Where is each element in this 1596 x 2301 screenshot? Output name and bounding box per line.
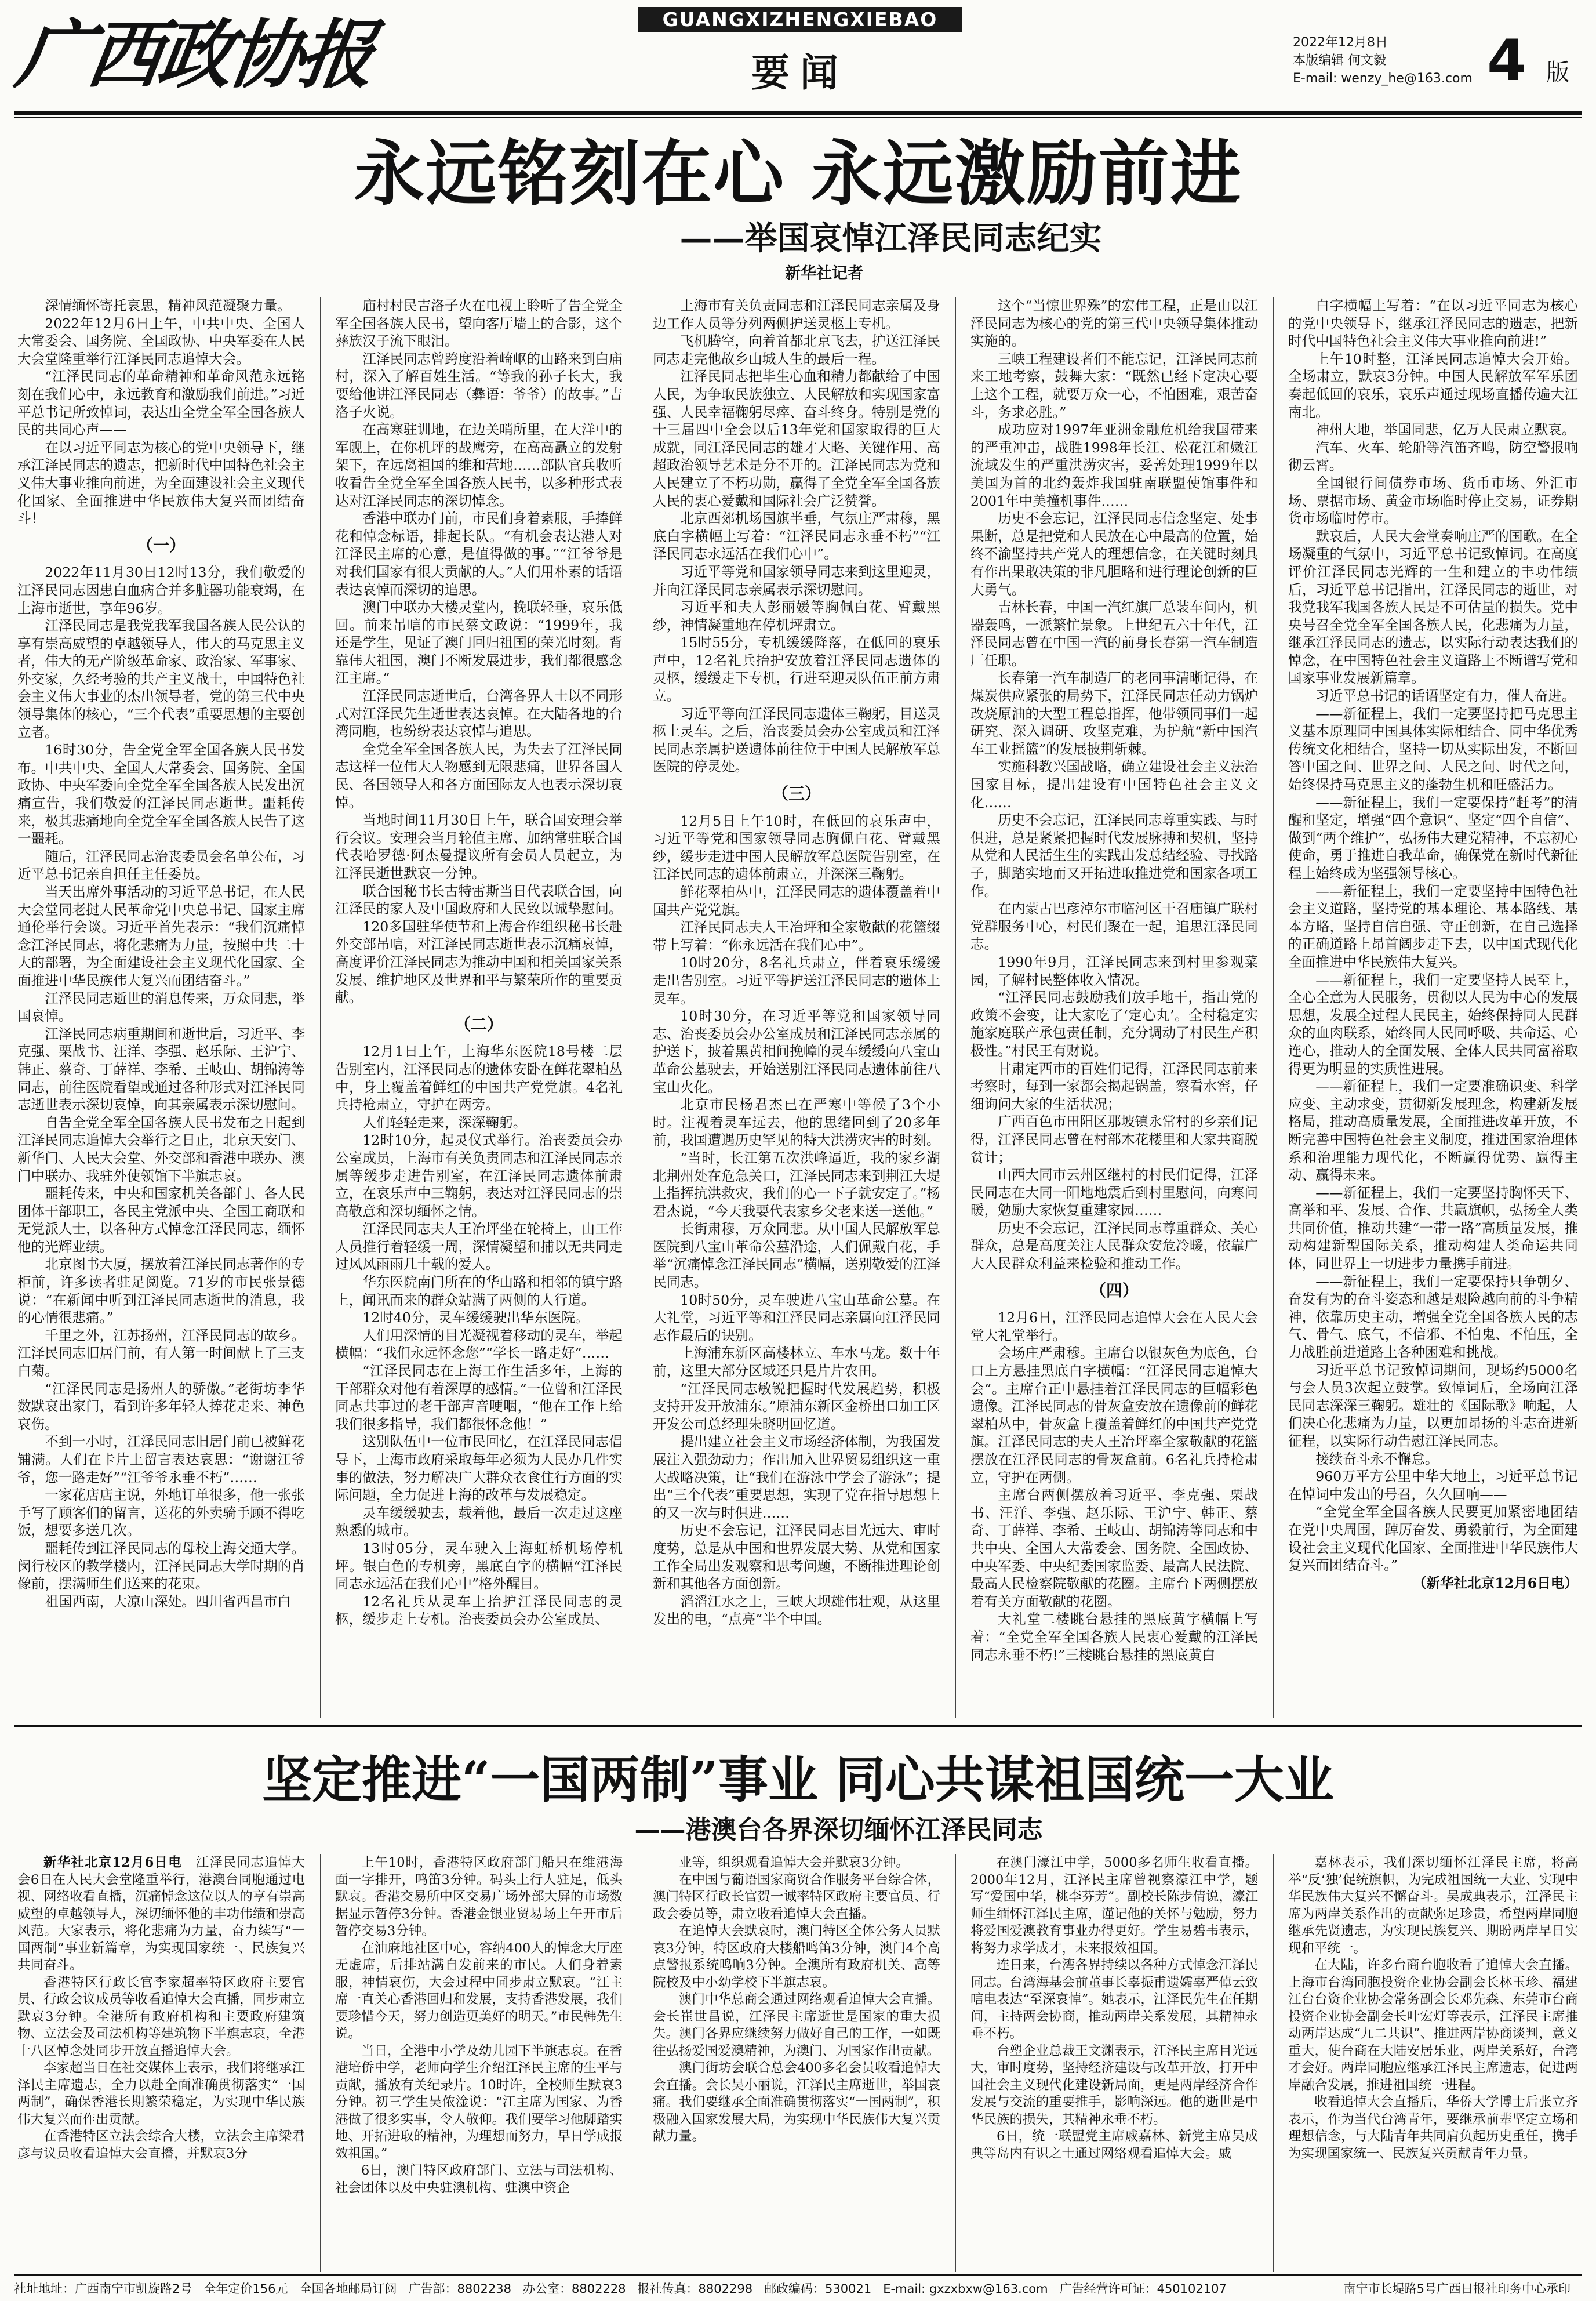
paragraph: 习近平等党和国家领导同志来到这里迎灵，并向江泽民同志亲属表示深切慰问。 [653,563,940,598]
paragraph: 13时05分，灵车驶入上海虹桥机场停机坪。银白色的专机旁，黑底白字的横幅“江泽民同志永远活在我们心中”格外醒目。 [335,1540,623,1592]
story-divider [14,1725,1582,1727]
paragraph: 历史不会忘记，江泽民同志尊重群众、关心群众，总是高度关注人民群众安危冷暖，依靠广大人民群众利益来检验和推动工作。 [970,1220,1258,1272]
section-numeral: （三） [772,784,821,804]
paragraph: 自告全党全军全国各族人民书发布之日起到江泽民同志追悼大会举行之日止，北京天安门、新华门、人民大会堂、外交部和香港中联办、澳门中联办、我驻外使领馆下半旗志哀。 [17,1114,305,1184]
paragraph: 业等，组织观看追悼大会并默哀3分钟。 [679,1855,909,1870]
paragraph: 2022年12月6日上午，中共中央、全国人大常委会、国务院、全国政协、中央军委在人民大会堂隆重举行江泽民同志追悼大会。 [17,315,305,367]
dateline-sign: （新华社北京12月6日电） [1412,1574,1578,1591]
paragraph: 12月1日上午，上海华东医院18号楼二层告别室内，江泽民同志的遗体安卧在鲜花翠柏丛中，身上覆盖着鲜红的中国共产党党旗。4名礼兵持枪肃立，守护在两旁。 [335,1043,623,1113]
paragraph: 这别队伍中一位市民回忆，在江泽民同志倡导下，上海市政府采取每年必须为人民办几件实事的做法，努力解决广大群众衣食住行方面的实际问题，全力促进上海的改革与发展稳定。 [335,1433,623,1504]
paragraph: 在澳门濠江中学，5000多名师生收看直播。2000年12月，江泽民主席曾视察濠江中学，题写“爱国中华，桃李芬芳”。副校长陈步倩说，濠江师生缅怀江泽民主席，谨记他的关怀与勉励，努力将爱国爱澳教育事业办得更好。学生易碧韦表示，将努力求学成才，未来报效祖国。 [970,1855,1258,1956]
paragraph: 主席台两侧摆放着习近平、李克强、栗战书、汪洋、李强、赵乐际、王沪宁、韩正、蔡奇、丁薛祥、李希、王岐山、胡锦涛等同志和中共中央、全国人大常委会、国务院、全国政协、中央军委、中央纪委国家监委、最高人民法院、最高人民检察院敬献的花圈。主席台下两侧摆放着有关方面敬献的花圈。 [970,1487,1258,1610]
paragraph: 神州大地，举国同悲，亿万人民肃立默哀。 [1315,422,1576,438]
section-numeral: （一） [136,535,186,555]
masthead-rule-thin [14,117,1582,118]
paragraph: 庙村村民吉洛子火在电视上聆听了告全党全军全国各族人民书，望向客厅墙上的合影，这个彝族汉子流下眼泪。 [335,297,623,350]
paragraph: 华东医院南门所在的华山路和相邻的镇宁路上，闻讯而来的群众站满了两侧的人行道。 [335,1274,623,1308]
paragraph: ——新征程上，我们一定要保持只争朝夕、奋发有为的奋斗姿态和越是艰险越向前的斗争精神，依靠历史主动，增强全党全国各族人民的志气、骨气、底气，不信邪、不怕鬼、不怕压，全力战胜前进道路上各种困难和挑战。 [1288,1273,1578,1361]
paragraph: 在大陆，许多台商台胞收看了追悼大会直播。上海市台湾同胞投资企业协会副会长林玉珍、福建江台台资企业协会常务副会长邓先森、东莞市台商投资企业协会副会长叶宏灯等表示，江泽民主席推动两岸达成“九二共识”、推进两岸协商谈判，意义重大，使台商在大陆安居乐业，两岸关系好，台湾才会好。两岸同胞应继承江泽民主席遗志，促进两岸融合发展，推进祖国统一进程。 [1288,1958,1578,2093]
paragraph: 习近平总书记的话语坚定有力，催人奋进。 [1315,688,1576,705]
paragraph: 千里之外，江苏扬州，江泽民同志的故乡。江泽民同志旧居门前，有人第一时间献上了三支白菊。 [17,1327,305,1380]
section-name: 要闻 [751,50,849,95]
paragraph: 不到一小时，江泽民同志旧居门前已被鲜花铺满。人们在卡片上留言表达哀思：“谢谢江爷爷，您一路走好”“江爷爷永垂不朽”…… [17,1433,305,1486]
paragraph: 江泽民同志逝世的消息传来，万众同悲，举国哀悼。 [17,990,305,1025]
paragraph: 长街肃穆，万众同悲。从中国人民解放军总医院到八宝山革命公墓沿途，人们佩戴白花，手举“沉痛悼念江泽民同志”横幅，送别敬爱的江泽民同志。 [653,1221,940,1291]
paragraph: 联合国秘书长古特雷斯当日代表联合国，向江泽民的家人及中国政府和人民致以诚挚慰问。 [335,883,623,917]
footer-item: 全年定价156元 [203,2282,288,2296]
headline-second: 坚定推进“一国两制”事业 同心共谋祖国统一大业 [262,1751,1334,1809]
paragraph: 习近平等向江泽民同志遗体三鞠躬，目送灵柩上灵车。之后，治丧委员会办公室成员和江泽民同志亲属护送遗体前往位于中国人民解放军总医院的停灵处。 [653,705,940,775]
paragraph: 白字横幅上写着：“在以习近平同志为核心的党中央领导下，继承江泽民同志的遗志，把新时代中国特色社会主义伟大事业推向前进!” [1288,297,1578,350]
paragraph: 汽车、火车、轮船等汽笛齐鸣，防空警报响彻云霄。 [1288,439,1578,474]
paragraph: 澳门中华总商会通过网络观看追悼大会直播。会长崔世昌说，江泽民主席逝世是国家的重大损失。澳门各界应继续努力做好自己的工作，一如既往弘扬爱国爱澳精神，为澳门、为国家作出贡献。 [653,1992,940,2059]
story2-column-4 [970,1854,1258,2272]
column-rule [955,1854,956,2272]
paragraph: ——新征程上，我们一定要坚持人民至上，全心全意为人民服务，贯彻以人民为中心的发展思想，发展全过程人民民主，始终保持同人民群众的血肉联系，始终同人民同呼吸、共命运、心连心，推动人的全面发展、全体人民共同富裕取得更为明显的实质性进展。 [1288,971,1578,1077]
paragraph: 广西百色市田阳区那坡镇永常村的乡亲们记得，江泽民同志曾在村部木花楼里和大家共商脱贫计； [970,1113,1258,1166]
paragraph: ——新征程上，我们一定要坚持胸怀天下、高举和平、发展、合作、共赢旗帜，弘扬全人类共同价值，推动共建“一带一路”高质量发展，推动构建新型国际关系，推动构建人类命运共同体，同世界上一切进步力量携手前进。 [1288,1184,1578,1272]
paragraph: 吉林长春，中国一汽红旗厂总装车间内，机器轰鸣，一派繁忙景象。上世纪五六十年代，江泽民同志曾在中国一汽的前身长春第一汽车制造厂任职。 [970,599,1258,669]
headline-subtitle: ——举国哀悼江泽民同志纪实 [679,219,1102,257]
paragraph: 人们轻轻走来，深深鞠躬。 [362,1114,527,1131]
paragraph: 当天出席外事活动的习近平总书记，在人民大会堂同老挝人民革命党中央总书记、国家主席通伦举行会谈。习近平首先表示：“我们沉痛悼念江泽民同志，将化悲痛为力量，按照中共二十大的部署，为全面建设社会主义现代化国家、全面推进中华民族伟大复兴而团结奋斗。” [17,884,305,989]
paragraph: 上午10时，香港特区政府部门船只在维港海面一字排开，鸣笛3分钟。码头上行人驻足，低头默哀。香港交易所中区交易广场外部大屏的市场数据显示暂停3分钟。香港金银业贸易场上午开市后暂停交易3分钟。 [335,1855,623,1939]
paragraph: 全国银行间债券市场、货币市场、外汇市场、票据市场、黄金市场临时停止交易，证券期货市场临时停市。 [1288,474,1578,527]
paragraph: 10时30分，在习近平等党和国家领导同志、治丧委员会办公室成员和江泽民同志亲属的护送下，披着黑黄相间挽幛的灵车缓缓向八宝山革命公墓驶去，开始送别江泽民同志遗体前往八宝山火化。 [653,1008,940,1095]
paragraph: 一家花店店主说，外地订单很多，他一张张手写了顾客们的留言，送花的外卖骑手顾不得吃饭，想要多送几次。 [17,1487,305,1539]
paragraph: 12名礼兵从灵车上抬护江泽民同志的灵柩，缓步走上专机。治丧委员会办公室成员、 [335,1593,623,1628]
paragraph: 10时50分，灵车驶进八宝山革命公墓。在大礼堂，习近平等和江泽民同志亲属向江泽民同志作最后的诀别。 [653,1291,940,1344]
paragraph: 江泽民同志夫人王冶坪和全家敬献的花篮缀带上写着：“你永远活在我们心中”。 [653,919,940,953]
paragraph: 12时40分，灵车缓缓驶出华东医院。 [362,1309,589,1326]
paragraph: 6日，统一联盟党主席戚嘉林、新党主席吴成典等岛内有识之士通过网络观看追悼大会。戚 [970,2129,1258,2161]
paragraph: 在香港特区立法会综合大楼，立法会主席梁君彦与议员收看追悼大会直播，并默哀3分 [17,2129,305,2161]
footer-rule [14,2274,1582,2276]
issue-date: 2022年12月8日 [1293,35,1388,50]
paragraph: “江泽民同志敏锐把握时代发展趋势，积极支持开发开放浦东。”原浦东新区金桥出口加工区开发公司总经理朱晓明回忆道。 [653,1380,940,1432]
paragraph: “江泽民同志在上海工作生活多年，上海的干部群众对他有着深厚的感情。”一位曾和江泽民同志共事过的老干部声音哽咽，“他在工作上给我们很多指导，我们都很怀念他！” [335,1363,623,1432]
paragraph: 10时20分，8名礼兵肃立，伴着哀乐缓缓走出告别室。习近平等护送江泽民同志的遗体上灵车。 [653,954,940,1007]
page-number [1487,26,1586,96]
footer-item: 报社传真：8802298 [637,2282,753,2296]
headline-main: 永远铭刻在心 永远激励前进 [354,133,1242,215]
paragraph: 在高寒驻训地，在边关哨所里，在大洋中的军舰上，在你机坪的战鹰旁，在高高矗立的发射架下，在远离祖国的维和营地……部队官兵收听收看告全党全军全国各族人民书，以多种形式表达对江泽民同志的深切悼念。 [335,422,623,509]
paragraph: ——新征程上，我们一定要准确识变、科学应变、主动求变，贯彻新发展理念，构建新发展格局，推动高质量发展，全面推进改革开放，不断完善中国特色社会主义制度，推进国家治理体系和治理能力现代化，不断赢得优势、赢得主动、赢得未来。 [1288,1078,1578,1184]
paragraph: 在中国与葡语国家商贸合作服务平台综合体，澳门特区行政长官贺一诚率特区政府主要官员、行政会委员等，肃立收看追悼大会直播。 [653,1872,940,1922]
page-suffix: 版 [1546,59,1570,86]
paragraph: 人们用深情的目光凝视着移动的灵车，举起横幅：“我们永远怀念您”“学长一路走好”…… [335,1327,623,1362]
column-rule [1273,297,1274,1718]
paragraph: 香港特区行政长官李家超率特区政府主要官员、行政会议成员等收看追悼大会直播，同步肃立默哀3分钟。全港所有政府机构和主要政府建筑物、立法会及司法机构等建筑物下半旗志哀，全港十八区悼念处同步开放直播追悼大会。 [17,1975,305,2059]
paragraph: 历史不会忘记，江泽民同志信念坚定、处事果断，总是把党和人民放在心中最高的位置，始终不渝坚持共产党人的理想信念，在关键时刻具有作出果敢决策的非凡胆略和进行理论创新的巨大勇气。 [970,510,1258,598]
paragraph: 鲜花翠柏丛中，江泽民同志的遗体覆盖着中国共产党党旗。 [653,884,940,918]
paragraph: 江泽民同志病重期间和逝世后，习近平、李克强、栗战书、汪洋、李强、赵乐际、王沪宁、韩正、蔡奇、丁薛祥、李希、王岐山、胡锦涛等同志，前往医院看望或通过各种形式对江泽民同志逝世表示深切哀悼，向其亲属表示深切慰问。 [17,1025,305,1113]
masthead-pinyin: GUANGXIZHENGXIEBAO [638,7,962,32]
paragraph: 北京西郊机场国旗半垂，气氛庄严肃穆，黑底白字横幅上写着：“江泽民同志永垂不朽”“江泽民同志永远活在我们心中”。 [653,510,940,562]
paragraph: 历史不会忘记，江泽民同志尊重实践、与时俱进，总是紧紧把握时代发展脉搏和契机，坚持从党和人民活生生的实践出发总结经验、寻找路子，脚踏实地而又开拓进取推进党和国家各项工作。 [970,812,1258,899]
paragraph: 北京图书大厦，摆放着江泽民同志著作的专柜前，许多读者驻足阅览。71岁的市民张景德说：“在新闻中听到江泽民同志逝世的消息，我的心情很悲痛。” [17,1256,305,1326]
paragraph: 在内蒙古巴彦淖尔市临河区干召庙镇广联村党群服务中心，村民们聚在一起，追思江泽民同志。 [970,901,1258,953]
paragraph-text: 江泽民同志追悼大会6日在人民大会堂隆重举行，港澳台同胞通过电视、网络收看直播，沉痛悼念这位以人的亨有崇高威望的卓越领导人，深切缅怀他的丰功伟绩和崇高风范。大家表示，将化悲痛为力量，奋力续写“一国两制”事业新篇章，为实现国家统一、民族复兴共同奋斗。 [17,1855,305,1973]
paragraph: 江泽民同志逝世后，台湾各界人士以不同形式对江泽民先生逝世表达哀悼。在大陆各地的台湾同胞，也纷纷表达哀悼与追思。 [335,688,623,740]
paragraph: 120多国驻华使节和上海合作组织秘书长赴外交部吊唁，对江泽民同志逝世表示沉痛哀悼，高度评价江泽民同志为推动中国和相关国家关系发展、维护地区及世界和平与繁荣所作的重要贡献。 [335,918,623,1006]
paragraph: 这个“当惊世界殊”的宏伟工程，正是由以江泽民同志为核心的党的第三代中央领导集体推动实施的。 [970,297,1258,350]
paragraph: 江泽民同志曾跨度沿着崎岖的山路来到白庙村，深入了解百姓生活。“等我的孙子长大，我要给他讲江泽民同志（彝语：爷爷）的故事。”吉洛子火说。 [335,350,623,420]
footer-item: E-mail: gxzxbxw@163.com [883,2282,1048,2296]
story2-column-5 [1288,1854,1578,2272]
paragraph: 祖国西南，大凉山深处。四川省西昌市白 [45,1593,291,1610]
paragraph: 上海市有关负责同志和江泽民同志亲属及身边工作人员等分列两侧护送灵柩上专机。 [653,297,940,332]
paragraph: 嘉林表示，我们深切缅怀江泽民主席，将高举“反‘独’促统旗帜，为完成祖国统一大业、实现中华民族伟大复兴不懈奋斗。吴成典表示，江泽民主席为两岸关系作出的贡献弥足珍贵，希望两岸同胞继承先贤遗志，为实现民族复兴、期盼两岸早日实现和平统一。 [1288,1855,1578,1956]
paragraph: 李家超当日在社交媒体上表示，我们将继承江泽民主席遗志，全力以赴全面准确贯彻落实“一国两制”，确保香港长期繁荣稳定，为实现中华民族伟大复兴而作出贡献。 [17,2060,305,2127]
paragraph: 澳门街坊会联合总会400多名会员收看追悼大会直播。会长吴小丽说，江泽民主席逝世，举国哀痛。我们要继承全面准确贯彻落实“一国两制”，积极融入国家发展大局，为实现中华民族伟大复兴贡献力量。 [653,2060,940,2144]
paragraph: ——新征程上，我们一定要坚持把马克思主义基本原理同中国具体实际相结合、同中华优秀传统文化相结合，坚持一切从实际出发，不断回答中国之问、世界之问、人民之问、时代之问，始终保持马克思主义的蓬勃生机和旺盛活力。 [1288,705,1578,793]
masthead-rule [14,111,1582,115]
paragraph: “全党全军全国各族人民要更加紧密地团结在党中央周围，踔厉奋发、勇毅前行，为全面建设社会主义现代化国家、全面推进中华民族伟大复兴而团结奋斗。” [1288,1504,1578,1574]
paragraph: “江泽民同志鼓励我们放手地干，指出党的政策不会变，让大家吃了‘定心丸’。全村稳定实施家庭联产承包责任制，充分调动了村民生产积极性。”村民王有财说。 [970,989,1258,1059]
paragraph [17,1854,305,1975]
footer-item: 社址地址：广西南宁市凯旋路2号 [14,2282,192,2296]
paragraph: 灵车缓缓驶去，载着他，最后一次走过这座熟悉的城市。 [335,1504,623,1539]
paragraph: 2022年11月30日12时13分，我们敬爱的江泽民同志因患白血病合并多脏器功能衰竭，在上海市逝世，享年96岁。 [17,564,305,616]
footer-item: 全国各地邮局订阅 [299,2282,397,2296]
paragraph: 会场庄严肃穆。主席台以银灰色为底色，台口上方悬挂黑底白字横幅：“江泽民同志追悼大会”。主席台正中悬挂着江泽民同志的巨幅彩色遗像。江泽民同志的骨灰盒安放在遗像前的鲜花翠柏丛中，骨灰盒上覆盖着鲜红的中国共产党党旗。江泽民同志的夫人王冶坪率全家敬献的花篮摆放在江泽民同志的骨灰盒前。6名礼兵持枪肃立，守护在两侧。 [970,1345,1258,1486]
page-number-value: 4 [1487,28,1527,94]
paragraph: 澳门中联办大楼灵堂内，挽联轻垂，哀乐低回。前来吊唁的市民蔡文政说：“1999年，我还是学生，见证了澳门回归祖国的荣光时刻。背靠伟大祖国，澳门不断发展进步，我们都很感念江主席。” [335,599,623,687]
paragraph: 1990年9月，江泽民同志来到村里参观菜园，了解村民整体收入情况。 [970,953,1258,988]
paragraph: 甘肃定西市的百姓们记得，江泽民同志前来考察时，每到一家都会揭起锅盖，察看水窖，仔细询问大家的生活状况； [970,1060,1258,1112]
headline-second-subtitle: ——港澳台各界深切缅怀江泽民同志 [634,1815,1043,1845]
paragraph: 15时55分，专机缓缓降落，在低回的哀乐声中，12名礼兵抬护安放着江泽民同志遗体的灵柩，缓缓走下专机，行进至迎灵队伍正前方肃立。 [653,634,940,705]
column-rule [955,297,956,1718]
paragraph: 接续奋斗永不懈怠。 [1315,1450,1439,1467]
paragraph: 香港中联办门前，市民们身着素服，手捧鲜花和悼念标语，排起长队。“有机会表达港人对江泽民主席的心意，是值得做的事。”“江爷爷是对我们国家有很大贡献的人。”人们用朴素的话语表达哀悼而深切的追思。 [335,510,623,598]
paragraph: 三峡工程建设者们不能忘记，江泽民同志前来工地考察，鼓舞大家：“既然已经下定决心要上这个工程，就要万众一心，不怕困难，艰苦奋斗，务求必胜。” [970,350,1258,420]
paragraph: 实施科教兴国战略，确立建设社会主义法治国家目标，提出建设有中国特色社会主义文化…… [970,758,1258,811]
paragraph: 长春第一汽车制造厂的老同事清晰记得，在煤炭供应紧张的局势下，江泽民同志任动力锅炉改烧原油的大型工程总指挥，他带领同事们一起研究、深入调研、攻坚克难，为护航“新中国汽车工业摇篮”的发展披荆斩棘。 [970,670,1258,757]
dateline-lead: 新华社北京12月6日电 [43,1855,182,1870]
paragraph: 山西大同市云州区继村的村民们记得，江泽民同志在大同一阳地地震后到村里慰问，向寒问暖，勉励大家恢复重建家园…… [970,1167,1258,1219]
paragraph: 12月5日上午10时，在低回的哀乐声中，习近平等党和国家领导同志胸佩白花、臂戴黑纱，缓步走进中国人民解放军总医院告别室，在江泽民同志的遗体前肃立，并深深三鞠躬。 [653,812,940,883]
paragraph: 噩耗传到江泽民同志的母校上海交通大学。闵行校区的教学楼内，江泽民同志大学时期的肖像前，摆满师生们送来的花束。 [17,1540,305,1592]
story1-column-5 [1288,297,1578,1718]
footer-item: 广告经营许可证：450102107 [1059,2282,1227,2296]
paragraph: 在追悼大会默哀时，澳门特区全体公务人员默哀3分钟，特区政府大楼船鸣笛3分钟，澳门4个高点警报系统鸣响3分钟。全澳所有政府机关、高等院校及中小幼学校下半旗志哀。 [653,1923,940,1990]
section-numeral: （四） [1089,1280,1139,1300]
paragraph: “江泽民同志是扬州人的骄傲。”老街坊李华数默哀出家门，看到许多年轻人捧花走来、神色哀伤。 [17,1380,305,1432]
story2-column-3 [653,1854,940,2272]
paragraph: 12月6日，江泽民同志追悼大会在人民大会堂大礼堂举行。 [970,1309,1258,1344]
footer-item: 广告部：8802238 [408,2282,511,2296]
story1-column-2 [335,297,623,1718]
paragraph: 江泽民同志是我党我军我国各族人民公认的享有崇高威望的卓越领导人，伟大的马克思主义者，伟大的无产阶级革命家、政治家、军事家、外交家，久经考验的共产主义战士，中国特色社会主义伟大事业的杰出领导者，党的第三代中央领导集体的核心，“三个代表”重要思想的主要创立者。 [17,618,305,741]
story1-column-4 [970,297,1258,1718]
paragraph: 当地时间11月30日上午，联合国安理会举行会议。安理会当月轮值主席、加纳常驻联合国代表哈罗德·阿杰曼提议所有会员人员起立，为江泽民逝世默哀一分钟。 [335,812,623,881]
paragraph: 成功应对1997年亚洲金融危机给我国带来的严重冲击，战胜1998年长江、松花江和嫩江流域发生的严重洪涝灾害，妥善处理1999年以美国为首的北约轰炸我国驻南联盟使馆事件和2001年中美撞机事件…… [970,422,1258,509]
paragraph: 连日来，台湾各界持续以各种方式悼念江泽民同志。台湾海基会前董事长辜振甫遗孀辜严倬云致唁电表达“至深哀悼”。她表示，江泽民先生在任期间，主持两会协商，推动两岸关系发展，其精神永垂不朽。 [970,1958,1258,2041]
section-numeral: （二） [454,1014,503,1034]
paragraph: 北京市民杨君杰已在严寒中等候了3个小时。注视着灵车远去，他的思绪回到了20多年前，我国遭遇历史罕见的特大洪涝灾害的时刻。 [653,1097,940,1149]
paragraph: “当时，长江第五次洪峰逼近，我的家乡湖北荆州处在危急关口，江泽民同志来到荆江大堤上指挥抗洪救灾，我们的心一下子就安定了。”杨君杰说，“今天我要代表家乡父老来送一送他。” [653,1149,940,1220]
paragraph: 随后，江泽民同志治丧委员会名单公布，习近平总书记亲自担任主任委员。 [17,848,305,883]
paragraph: 16时30分，告全党全军全国各族人民书发布。中共中央、全国人大常委会、国务院、全国政协、中央军委向全党全军全国各族人民发出沉痛宣告，我们敬爱的江泽民同志逝世。噩耗传来，极其悲痛地向全党全军全国各族人民告了这一噩耗。 [17,742,305,847]
story2-column-1 [17,1854,305,2272]
paragraph: 历史不会忘记，江泽民同志目光远大、审时度势，总是从中国和世界发展大势、从党和国家工作全局出发观察和思考问题，不断推进理论创新和其他各方面创新。 [653,1522,940,1592]
editor-email: E-mail: wenzy_he@163.com [1293,71,1473,86]
paragraph: 在油麻地社区中心，容纳400人的悼念大厅座无虚席，后排站满自发前来的市民。人们身着素服，神情哀伤，大会过程中同步肃立默哀。“江主席一直关心香港回归和发展，支持香港发展，我们要珍惜今天，努力创造更美好的明天。”市民韩先生说。 [335,1940,623,2041]
paragraph: “江泽民同志的革命精神和革命风范永远铭刻在我们心中，永远教育和激励我们前进。”习近平总书记所致悼词，表达出全党全军全国各族人民的共同心声—— [17,368,305,438]
newspaper-logo: 广西政协报 [11,12,377,99]
paragraph: 960万平方公里中华大地上，习近平总书记在悼词中发出的号召，久久回响—— [1288,1468,1578,1502]
paragraph: 收看追悼大会直播后，华侨大学博士后张立齐表示，作为当代台湾青年，要继承前辈坚定立场和理想信念，与大陆青年共同肩负起历史重任，携手为实现国家统一、民族复兴贡献青年力量。 [1288,2095,1578,2161]
paragraph: 在以习近平同志为核心的党中央领导下，继承江泽民同志的遗志，把新时代中国特色社会主义伟大事业推向前进，为全面建设社会主义现代化国家、全面推进中华民族伟大复兴而团结奋斗！ [17,439,305,527]
paragraph: ——新征程上，我们一定要保持“赶考”的清醒和坚定，增强“四个意识”、坚定“四个自信”、做到“两个维护”，弘扬伟大建党精神，不忘初心使命，勇于推进自我革命，确保党在新时代新征程上始终成为坚强领导核心。 [1288,794,1578,881]
paragraph: 大礼堂二楼眺台悬挂的黑底黄字横幅上写着：“全党全军全国各族人民衷心爱戴的江泽民同志永垂不朽!”三楼眺台悬挂的黑底黄白 [970,1611,1258,1663]
story1-column-1 [17,297,305,1718]
paragraph: 习近平和夫人彭丽媛等胸佩白花、臂戴黑纱，神情凝重地在停机坪肃立。 [653,599,940,633]
paragraph: 飞机腾空，向着首都北京飞去，护送江泽民同志走完他故乡山城人生的最后一程。 [653,333,940,367]
paragraph: 上海浦东新区高楼林立、车水马龙。数十年前，这里大部分区域还只是片片农田。 [653,1345,940,1380]
column-rule [320,1854,321,2272]
issue-info [1293,34,1490,88]
footer-item: 办公室：8802228 [523,2282,626,2296]
paragraph: 深情缅怀寄托哀思，精神风范凝聚力量。 [45,297,291,314]
footer-item: 邮政编码：530021 [764,2282,872,2296]
paragraph: 当日，全港中小学及幼儿园下半旗志哀。在香港培侨中学，老师向学生介绍江泽民主席的生平与贡献，播放有关纪录片。10时许，全校师生默哀3分钟。初三学生吴侬淦说：“江主席为国家、为香港做了很多实事，令人敬仰。我们要学习他脚踏实地、开拓进取的精神，为理想而努力，早日学成报效祖国。” [335,2043,623,2161]
paragraph: 全党全军全国各族人民，为失去了江泽民同志这样一位伟大人物感到无限悲痛，世界各国人民、各国领导人和各方面国际友人也表示深切哀悼。 [335,741,623,811]
paragraph: 台塑企业总裁王文渊表示，江泽民主席目光远大，审时度势，坚持经济建设与改革开放，打开中国社会主义现代化建设新局面，更是两岸经济合作发展与交流的重要推手，影响深远。他的逝世是中华民族的损失，其精神永垂不朽。 [970,2043,1258,2127]
column-rule [1273,1854,1274,2272]
paragraph: 6日，澳门特区政府部门、立法与司法机构、社会团体以及中央驻澳机构、驻澳中资企 [335,2163,623,2195]
page-editor: 本版编辑 何文毅 [1293,53,1386,68]
paragraph: 习近平总书记致悼词期间，现场约5000名与会人员3次起立鼓掌。致悼词后，全场向江泽民同志深深三鞠躬。雄壮的《国际歌》响起，人们决心化悲痛为力量，以更加昂扬的斗志奋进新征程，以实际行动告慰江泽民同志。 [1288,1362,1578,1449]
paragraph: 滔滔江水之上，三峡大坝雄伟壮观，从这里发出的电，“点亮”半个中国。 [653,1593,940,1628]
byline: 新华社记者 [785,264,863,282]
paragraph: 江泽民同志把毕生心血和精力都献给了中国人民，为争取民族独立、人民解放和实现国家富强、人民幸福鞠躬尽瘁、奋斗终身。特别是党的十三届四中全会以后13年党和国家取得的巨大成就，同江泽民同志的雄才大略、关键作用、高超政治领导艺术是分不开的。江泽民同志为党和人民建立了不朽功勋，赢得了全党全军全国各族人民的衷心爱戴和国际社会广泛赞誉。 [653,368,940,509]
paragraph: 江泽民同志夫人王冶坪坐在轮椅上，由工作人员推行着轻缓一周，深情凝望和捕以无共同走过风风雨雨几十载的爱人。 [335,1221,623,1273]
story2-column-2 [335,1854,623,2272]
paragraph: 默哀后，人民大会堂奏响庄严的国歌。在全场凝重的气氛中，习近平总书记致悼词。在高度评价江泽民同志光辉的一生和建立的丰功伟绩后，习近平总书记指出，江泽民同志的逝世，对我党我军我国各族人民是不可估量的损失。党中央号召全党全军全国各族人民，化悲痛为力量，继承江泽民同志的遗志，以实际行动表达我们的悼念，在中国特色社会主义道路上不断谱写党和国家事业发展新篇章。 [1288,528,1578,687]
story1-column-3 [653,297,940,1718]
footer [14,2279,1582,2299]
printer-info: 南宁市长堤路5号广西日报社印务中心承印 [1343,2282,1570,2296]
paragraph: 提出建立社会主义市场经济体制，为我国发展注入强劲动力；作出加入世界贸易组织这一重大战略决策，让“我们在游泳中学会了游泳”；提出“三个代表”重要思想，实现了党在指导思想上的又一次与时俱进…… [653,1433,940,1521]
paragraph: 噩耗传来，中央和国家机关各部门、各人民团体干部职工，各民主党派中央、全国工商联和无党派人士，以各种方式悼念江泽民同志，缅怀他的光辉业绩。 [17,1185,305,1255]
paragraph: 12时10分，起灵仪式举行。治丧委员会办公室成员，上海市有关负责同志和江泽民同志亲属等缓步走进告别室，在江泽民同志遗体前肃立，在哀乐声中三鞠躬，表达对江泽民同志的崇高敬意和深切缅怀之情。 [335,1132,623,1220]
paragraph: 上午10时整，江泽民同志追悼大会开始。全场肃立，默哀3分钟。中国人民解放军军乐团奏起低回的哀乐，哀乐声通过现场直播传遍大江南北。 [1288,350,1578,420]
column-rule [320,297,321,1718]
paragraph: ——新征程上，我们一定要坚持中国特色社会主义道路，坚持党的基本理论、基本路线、基本方略，坚持自信自强、守正创新，在自己选择的正确道路上昂首阔步走下去，以中国式现代化全面推进中华民族伟大复兴。 [1288,883,1578,970]
